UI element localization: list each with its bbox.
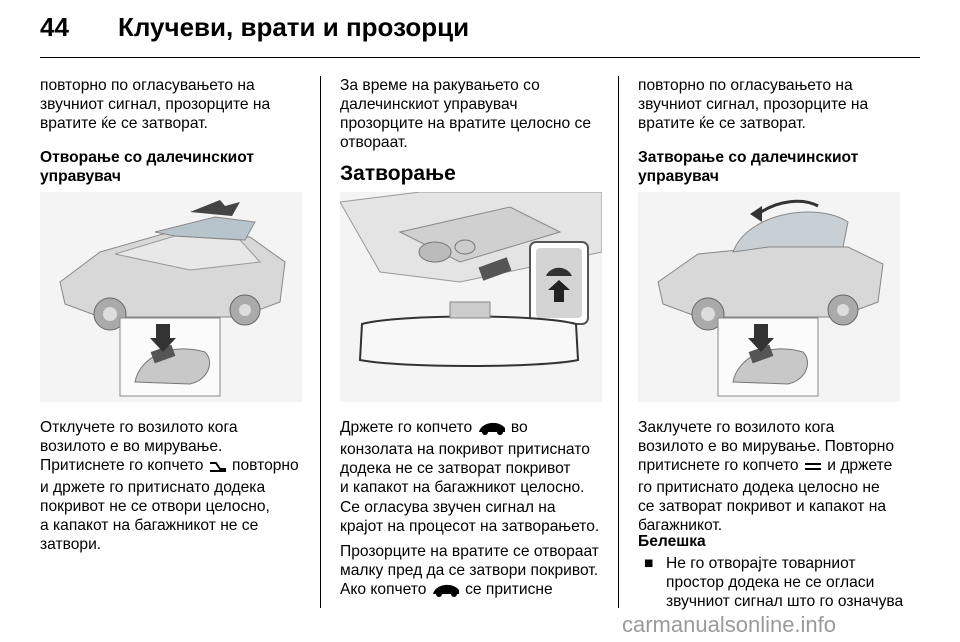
subheading-close-remote: Затворање со далечинскиот управувач — [638, 149, 859, 185]
page-header — [0, 0, 960, 58]
roof-open-icon — [208, 459, 228, 478]
roof-close-fob-icon — [803, 459, 823, 478]
paragraph: повторно по огласувањето на звучниот сигнал, прозорците на вратите ќе се затворат. — [40, 77, 271, 132]
paragraph: повторно по огласувањето на звучниот сигнал, прозорците на вратите ќе се затворат. — [638, 77, 869, 132]
paragraph: Отклучете го возилото кога возилото е во мирување. Притиснете го копчето повторно и држете го притиснато додека покривот не се отвори целосно, а капакот на багажникот не се затвори. — [40, 419, 299, 553]
column-divider — [320, 76, 321, 608]
figure-car-roof-opening — [40, 192, 302, 402]
bullet-marker: ■ — [644, 555, 654, 572]
paragraph: Држете го копчето во конзолата на покривот притиснато додека не се затворат покривот и капакот на багажникот целосно. — [340, 419, 590, 496]
bullet-text: Не го отворајте товарниот простор додека не се огласи звучниот сигнал што го означува — [666, 555, 904, 610]
page-number: 44 — [40, 12, 69, 42]
car-illustration — [40, 192, 302, 402]
watermark: carmanualsonline.info — [622, 612, 837, 637]
figure-car-roof-closing — [638, 192, 900, 402]
header-rule — [40, 57, 920, 58]
figure-roof-console — [340, 192, 602, 402]
console-illustration — [340, 192, 602, 402]
roof-close-icon — [431, 581, 461, 602]
roof-close-icon — [477, 419, 507, 440]
paragraph: За време на ракувањето со далечинскиот управувач прозорците на вратите целосно се отвораат. — [340, 77, 592, 151]
section-heading-closing: Затворање — [340, 162, 456, 185]
column-divider — [618, 76, 619, 608]
note-heading: Белешка — [638, 533, 706, 550]
car-illustration — [638, 192, 900, 402]
page-title: Клучеви, врати и прозорци — [118, 12, 470, 42]
paragraph: Прозорците на вратите се отвораат малку пред да се затвори покривот. Ако копчето се притисне — [340, 542, 599, 602]
paragraph: Се огласува звучен сигнал на крајот на процесот на затворањето. — [340, 499, 600, 535]
paragraph: Заклучете го возилото кога возилото е во мирување. Повторно притиснете го копчето и држете го притиснато додека целосно не се затворат покривот и капакот на багажникот. — [638, 419, 895, 534]
subheading-open-remote: Отворање со далечинскиот управувач — [40, 149, 254, 185]
note-bullet — [644, 554, 906, 614]
